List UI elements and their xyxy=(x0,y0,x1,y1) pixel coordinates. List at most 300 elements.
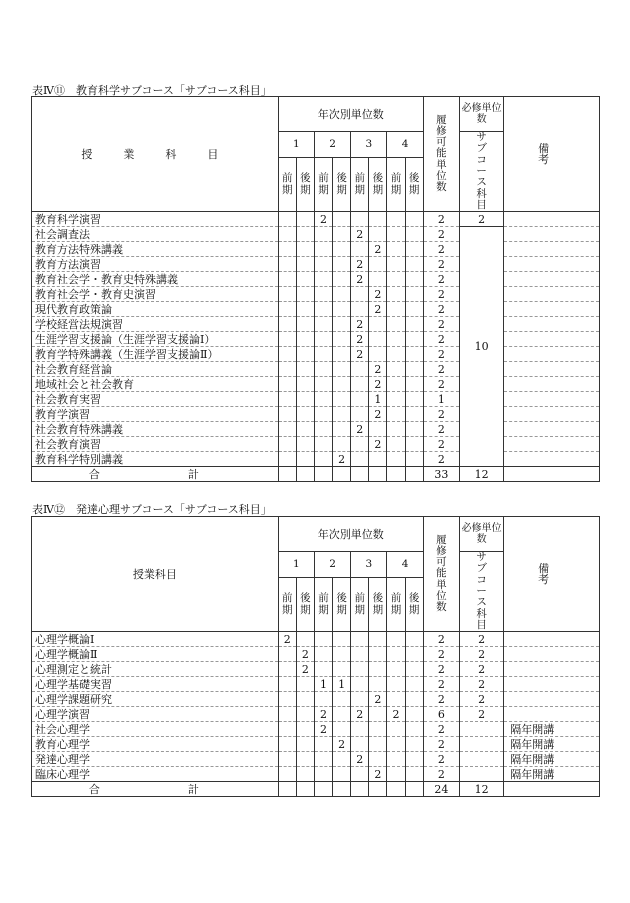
term-units-cell xyxy=(387,422,405,437)
term-units-cell xyxy=(333,227,351,242)
term-units-cell xyxy=(314,422,332,437)
term-units-cell xyxy=(314,227,332,242)
term-units-cell xyxy=(296,332,314,347)
term-units-cell xyxy=(405,707,423,722)
required-units-cell: 2 xyxy=(459,677,503,692)
subject-cell: 社会心理学 xyxy=(32,722,279,737)
term-units-cell xyxy=(296,317,314,332)
available-units-cell: 2 xyxy=(423,692,459,707)
term-units-cell xyxy=(387,662,405,677)
yearly-units-header: 年次別単位数 xyxy=(278,517,423,552)
term-header: 前期 xyxy=(351,158,369,212)
table-row xyxy=(32,647,600,662)
subject-cell: 教育学特殊講義（生涯学習支援論Ⅱ） xyxy=(32,347,279,362)
term-units-cell xyxy=(369,722,387,737)
term-units-cell xyxy=(351,437,369,452)
subject-cell: 発達心理学 xyxy=(32,752,279,767)
subject-cell: 教育心理学 xyxy=(32,737,279,752)
term-units-cell xyxy=(314,647,332,662)
remarks-cell xyxy=(504,662,600,677)
table-row xyxy=(32,692,600,707)
required-units-merged-cell: 10 xyxy=(459,227,503,467)
term-units-cell xyxy=(314,737,332,752)
table-row xyxy=(32,737,600,752)
term-units-cell xyxy=(387,407,405,422)
total-row xyxy=(32,782,600,797)
term-units-cell xyxy=(278,647,296,662)
term-units-cell xyxy=(387,737,405,752)
table-row xyxy=(32,452,600,467)
subject-cell: 教育方法演習 xyxy=(32,257,279,272)
term-units-cell xyxy=(314,377,332,392)
subject-cell: 教育社会学・教育史特殊講義 xyxy=(32,272,279,287)
term-units-cell xyxy=(405,647,423,662)
total-term-cell xyxy=(405,782,423,797)
term-units-cell xyxy=(351,692,369,707)
term-units-cell xyxy=(296,737,314,752)
subject-cell: 地域社会と社会教育 xyxy=(32,377,279,392)
term-units-cell xyxy=(351,287,369,302)
term-units-cell xyxy=(351,452,369,467)
term-units-cell xyxy=(387,302,405,317)
term-units-cell xyxy=(369,272,387,287)
term-units-cell xyxy=(369,332,387,347)
term-units-cell xyxy=(278,317,296,332)
remarks-cell: 隔年開講 xyxy=(504,752,600,767)
available-units-cell: 2 xyxy=(423,347,459,362)
available-units-cell: 2 xyxy=(423,452,459,467)
term-units-cell xyxy=(314,767,332,782)
term-units-cell xyxy=(278,287,296,302)
term-units-cell xyxy=(333,272,351,287)
table-row xyxy=(32,722,600,737)
term-units-cell xyxy=(369,347,387,362)
term-units-cell xyxy=(314,257,332,272)
table-row xyxy=(32,767,600,782)
term-units-cell xyxy=(405,212,423,227)
term-units-cell xyxy=(351,632,369,647)
term-units-cell: 2 xyxy=(369,362,387,377)
term-units-cell xyxy=(333,647,351,662)
term-units-cell xyxy=(278,407,296,422)
available-units-cell: 2 xyxy=(423,332,459,347)
term-units-cell xyxy=(405,407,423,422)
term-units-cell: 2 xyxy=(296,662,314,677)
term-units-cell xyxy=(296,392,314,407)
term-units-cell: 1 xyxy=(314,677,332,692)
term-units-cell xyxy=(278,677,296,692)
remarks-cell xyxy=(504,272,600,287)
term-units-cell xyxy=(351,377,369,392)
term-units-cell xyxy=(278,707,296,722)
term-units-cell xyxy=(278,362,296,377)
term-units-cell: 2 xyxy=(333,452,351,467)
available-units-cell: 2 xyxy=(423,212,459,227)
remarks-cell xyxy=(504,317,600,332)
term-units-cell xyxy=(296,287,314,302)
available-units-cell: 2 xyxy=(423,227,459,242)
total-term-cell xyxy=(351,467,369,482)
term-units-cell xyxy=(387,452,405,467)
remarks-cell xyxy=(504,422,600,437)
required-units-cell xyxy=(459,767,503,782)
subject-cell: 教育科学演習 xyxy=(32,212,279,227)
subject-cell: 教育方法特殊講義 xyxy=(32,242,279,257)
term-units-cell xyxy=(405,377,423,392)
term-units-cell xyxy=(405,437,423,452)
term-header: 前期 xyxy=(314,158,332,212)
term-units-cell xyxy=(387,362,405,377)
remarks-header: 備 考 xyxy=(504,97,600,212)
term-units-cell xyxy=(314,662,332,677)
term-units-cell xyxy=(351,737,369,752)
term-units-cell xyxy=(351,722,369,737)
term-units-cell xyxy=(369,257,387,272)
term-units-cell xyxy=(351,767,369,782)
term-units-cell xyxy=(387,632,405,647)
term-units-cell xyxy=(387,347,405,362)
total-term-cell xyxy=(333,467,351,482)
term-units-cell xyxy=(369,212,387,227)
term-header: 後期 xyxy=(405,578,423,632)
term-units-cell xyxy=(333,422,351,437)
table1 xyxy=(31,96,620,482)
term-units-cell xyxy=(314,242,332,257)
term-units-cell xyxy=(278,347,296,362)
term-units-cell xyxy=(333,707,351,722)
term-units-cell xyxy=(296,302,314,317)
term-units-cell xyxy=(278,662,296,677)
term-units-cell: 2 xyxy=(351,707,369,722)
term-units-cell xyxy=(351,212,369,227)
term-units-cell xyxy=(387,752,405,767)
term-header: 後期 xyxy=(333,578,351,632)
yearly-units-header: 年次別単位数 xyxy=(278,97,423,132)
term-units-cell xyxy=(369,422,387,437)
term-units-cell xyxy=(405,692,423,707)
available-units-cell: 2 xyxy=(423,257,459,272)
term-units-cell xyxy=(278,377,296,392)
term-units-cell: 2 xyxy=(369,302,387,317)
remarks-cell xyxy=(504,452,600,467)
term-units-cell xyxy=(333,722,351,737)
total-available: 24 xyxy=(423,782,459,797)
term-units-cell xyxy=(405,272,423,287)
remarks-cell xyxy=(504,437,600,452)
total-term-cell xyxy=(369,467,387,482)
term-units-cell xyxy=(296,752,314,767)
total-term-cell xyxy=(278,782,296,797)
term-units-cell xyxy=(314,692,332,707)
term-units-cell: 2 xyxy=(278,632,296,647)
term-units-cell xyxy=(296,722,314,737)
total-term-cell xyxy=(333,782,351,797)
term-header: 前期 xyxy=(351,578,369,632)
term-units-cell xyxy=(369,737,387,752)
remarks-cell xyxy=(504,392,600,407)
available-units-cell: 2 xyxy=(423,362,459,377)
available-units-cell: 2 xyxy=(423,242,459,257)
total-term-cell xyxy=(351,782,369,797)
table2-title: 表Ⅳ⑫ 発達心理サブコース「サブコース科目」 xyxy=(32,503,272,516)
remarks-cell: 隔年開講 xyxy=(504,722,600,737)
available-units-cell: 2 xyxy=(423,407,459,422)
required-units-cell: 2 xyxy=(459,212,503,227)
subcourse-header: サブコース科目 xyxy=(459,132,503,212)
term-units-cell xyxy=(296,437,314,452)
total-label-text: 合 計 xyxy=(88,467,221,481)
total-row xyxy=(32,467,600,482)
term-header: 前期 xyxy=(314,578,332,632)
subject-cell: 心理学課題研究 xyxy=(32,692,279,707)
term-units-cell xyxy=(405,452,423,467)
term-units-cell: 2 xyxy=(369,692,387,707)
term-units-cell: 1 xyxy=(369,392,387,407)
term-units-cell xyxy=(296,452,314,467)
term-units-cell xyxy=(333,287,351,302)
term-units-cell xyxy=(387,437,405,452)
term-units-cell xyxy=(333,437,351,452)
term-units-cell: 1 xyxy=(333,677,351,692)
term-units-cell xyxy=(278,722,296,737)
term-units-cell xyxy=(405,662,423,677)
required-units-cell: 2 xyxy=(459,632,503,647)
term-units-cell xyxy=(351,677,369,692)
term-units-cell xyxy=(296,407,314,422)
term-units-cell xyxy=(387,767,405,782)
available-units-cell: 2 xyxy=(423,272,459,287)
subject-cell: 心理測定と統計 xyxy=(32,662,279,677)
available-units-cell: 2 xyxy=(423,677,459,692)
term-units-cell xyxy=(405,332,423,347)
required-units-cell xyxy=(459,737,503,752)
remarks-cell xyxy=(504,407,600,422)
term-header: 前期 xyxy=(278,158,296,212)
required-units-cell: 2 xyxy=(459,692,503,707)
term-units-cell: 2 xyxy=(314,212,332,227)
term-units-cell xyxy=(333,212,351,227)
term-units-cell xyxy=(333,257,351,272)
table-row xyxy=(32,437,600,452)
term-units-cell xyxy=(405,632,423,647)
term-units-cell xyxy=(405,752,423,767)
subject-header: 授業科目 xyxy=(32,517,279,632)
term-units-cell xyxy=(296,272,314,287)
term-units-cell xyxy=(278,422,296,437)
table-row xyxy=(32,677,600,692)
term-units-cell xyxy=(333,242,351,257)
subject-cell: 心理学基礎実習 xyxy=(32,677,279,692)
term-units-cell xyxy=(296,377,314,392)
term-units-cell xyxy=(387,377,405,392)
total-required: 12 xyxy=(459,467,503,482)
term-header: 前期 xyxy=(278,578,296,632)
term-units-cell: 2 xyxy=(369,437,387,452)
term-units-cell xyxy=(296,362,314,377)
term-units-cell: 2 xyxy=(387,707,405,722)
term-units-cell: 2 xyxy=(351,257,369,272)
total-term-cell xyxy=(296,782,314,797)
available-units-cell: 2 xyxy=(423,737,459,752)
term-units-cell xyxy=(333,692,351,707)
term-units-cell xyxy=(405,347,423,362)
term-units-cell xyxy=(351,407,369,422)
remarks-cell xyxy=(504,707,600,722)
available-units-cell: 2 xyxy=(423,422,459,437)
required-units-cell: 2 xyxy=(459,647,503,662)
subject-cell: 社会教育実習 xyxy=(32,392,279,407)
term-units-cell xyxy=(296,422,314,437)
table-row xyxy=(32,332,600,347)
term-units-cell xyxy=(296,257,314,272)
subject-cell: 社会教育経営論 xyxy=(32,362,279,377)
term-units-cell xyxy=(405,767,423,782)
term-units-cell xyxy=(296,227,314,242)
term-units-cell xyxy=(296,707,314,722)
term-units-cell xyxy=(333,407,351,422)
remarks-cell xyxy=(504,377,600,392)
term-units-cell xyxy=(314,332,332,347)
total-term-cell xyxy=(387,782,405,797)
term-units-cell xyxy=(405,362,423,377)
remarks-cell xyxy=(504,227,600,242)
available-units-cell: 2 xyxy=(423,302,459,317)
available-units-cell: 2 xyxy=(423,437,459,452)
total-term-cell xyxy=(314,467,332,482)
term-units-cell xyxy=(314,392,332,407)
year-4-header: 4 xyxy=(387,132,423,158)
term-units-cell xyxy=(314,362,332,377)
available-units-cell: 2 xyxy=(423,647,459,662)
term-units-cell: 2 xyxy=(351,272,369,287)
term-units-cell xyxy=(351,662,369,677)
table-row xyxy=(32,242,600,257)
table-row xyxy=(32,707,600,722)
remarks-cell xyxy=(504,212,600,227)
available-units-cell: 2 xyxy=(423,752,459,767)
term-units-cell xyxy=(369,227,387,242)
term-units-cell xyxy=(296,347,314,362)
year-4-header: 4 xyxy=(387,552,423,578)
term-units-cell xyxy=(351,647,369,662)
table-row xyxy=(32,347,600,362)
subject-cell: 現代教育政策論 xyxy=(32,302,279,317)
term-units-cell xyxy=(314,317,332,332)
term-units-cell xyxy=(369,317,387,332)
term-units-cell xyxy=(314,347,332,362)
term-units-cell xyxy=(369,707,387,722)
total-term-cell xyxy=(314,782,332,797)
year-2-header: 2 xyxy=(314,552,350,578)
required-units-header: 必修単位数 xyxy=(459,517,503,552)
table-row xyxy=(32,272,600,287)
term-units-cell: 2 xyxy=(351,422,369,437)
available-units-cell: 2 xyxy=(423,287,459,302)
term-units-cell xyxy=(387,392,405,407)
available-units-header: 履修可能単位数 xyxy=(423,97,459,212)
subject-cell: 心理学概論Ⅱ xyxy=(32,647,279,662)
term-units-cell: 2 xyxy=(369,377,387,392)
term-units-cell xyxy=(278,737,296,752)
table-row xyxy=(32,317,600,332)
remarks-cell xyxy=(504,287,600,302)
term-units-cell: 2 xyxy=(333,737,351,752)
term-units-cell xyxy=(405,287,423,302)
term-units-cell xyxy=(296,212,314,227)
subject-cell: 教育科学特別講義 xyxy=(32,452,279,467)
table-row xyxy=(32,227,600,242)
term-units-cell xyxy=(369,632,387,647)
year-3-header: 3 xyxy=(351,552,387,578)
term-units-cell xyxy=(387,677,405,692)
term-units-cell xyxy=(351,362,369,377)
table-row xyxy=(32,257,600,272)
term-units-cell xyxy=(278,332,296,347)
term-units-cell: 2 xyxy=(296,647,314,662)
subject-cell: 学校経営法規演習 xyxy=(32,317,279,332)
term-units-cell xyxy=(405,242,423,257)
available-units-cell: 1 xyxy=(423,392,459,407)
subject-cell: 心理学概論Ⅰ xyxy=(32,632,279,647)
remarks-cell xyxy=(504,632,600,647)
available-units-cell: 6 xyxy=(423,707,459,722)
table-row xyxy=(32,422,600,437)
term-header: 前期 xyxy=(387,158,405,212)
term-units-cell xyxy=(369,752,387,767)
remarks-cell xyxy=(504,332,600,347)
table-row xyxy=(32,377,600,392)
subject-cell: 教育社会学・教育史演習 xyxy=(32,287,279,302)
term-units-cell xyxy=(314,452,332,467)
term-units-cell xyxy=(405,227,423,242)
term-units-cell xyxy=(314,407,332,422)
term-units-cell xyxy=(278,452,296,467)
subject-cell: 生涯学習支援論（生涯学習支援論Ⅰ） xyxy=(32,332,279,347)
remarks-cell: 隔年開講 xyxy=(504,767,600,782)
term-units-cell xyxy=(387,257,405,272)
term-units-cell xyxy=(333,302,351,317)
term-units-cell xyxy=(333,392,351,407)
term-units-cell xyxy=(405,302,423,317)
term-units-cell xyxy=(296,767,314,782)
term-units-cell xyxy=(369,452,387,467)
term-units-cell: 2 xyxy=(314,707,332,722)
subject-cell: 社会調査法 xyxy=(32,227,279,242)
total-term-cell xyxy=(369,782,387,797)
term-units-cell xyxy=(278,227,296,242)
term-header: 後期 xyxy=(333,158,351,212)
term-header: 後期 xyxy=(296,158,314,212)
term-header: 後期 xyxy=(296,578,314,632)
table-row xyxy=(32,302,600,317)
term-units-cell xyxy=(405,257,423,272)
available-units-cell: 2 xyxy=(423,377,459,392)
total-term-cell xyxy=(296,467,314,482)
table-row xyxy=(32,662,600,677)
available-units-cell: 2 xyxy=(423,767,459,782)
term-units-cell xyxy=(278,437,296,452)
total-label xyxy=(32,782,279,797)
term-units-cell xyxy=(387,287,405,302)
term-units-cell xyxy=(351,302,369,317)
term-units-cell xyxy=(296,677,314,692)
term-units-cell xyxy=(405,722,423,737)
year-2-header: 2 xyxy=(314,132,350,158)
available-units-header: 履修可能単位数 xyxy=(423,517,459,632)
table-row xyxy=(32,752,600,767)
required-units-cell xyxy=(459,752,503,767)
table-row xyxy=(32,407,600,422)
